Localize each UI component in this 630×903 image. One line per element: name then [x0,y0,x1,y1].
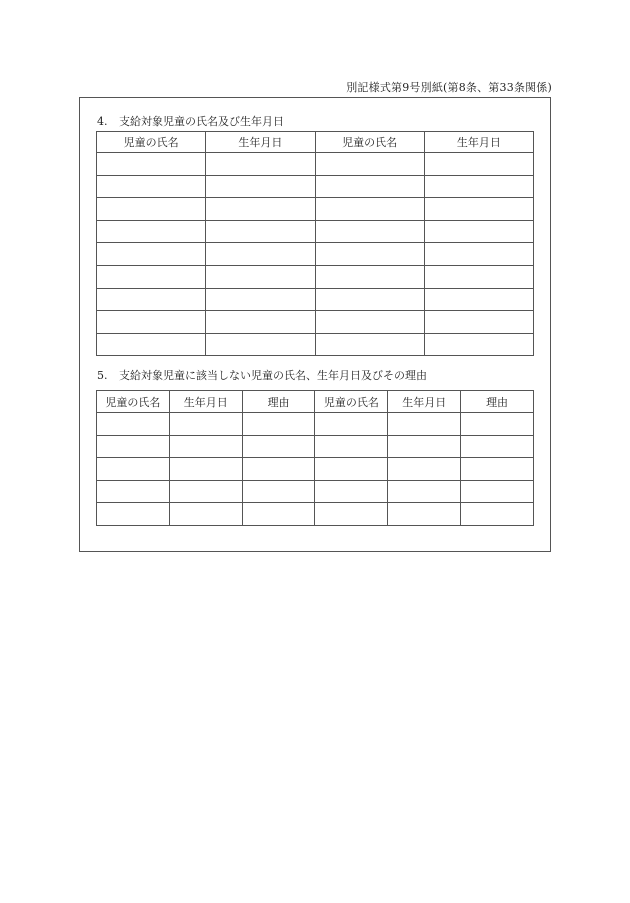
section-4-title: 支給対象児童の氏名及び生年月日 [119,115,284,128]
entry-cell[interactable] [242,503,315,526]
table-row [97,288,534,311]
entry-cell[interactable] [315,503,388,526]
entry-cell[interactable] [169,480,242,503]
entry-cell[interactable] [424,288,533,311]
column-header-birthdate: 生年月日 [206,132,315,153]
column-header-reason: 理由 [461,391,534,413]
column-header-birthdate: 生年月日 [169,391,242,413]
entry-cell[interactable] [388,503,461,526]
section-4-heading [97,113,284,129]
table-row [97,198,534,221]
table-row [97,458,534,481]
entry-cell[interactable] [97,175,206,198]
entry-cell[interactable] [97,198,206,221]
entry-cell[interactable] [315,243,424,266]
entry-cell[interactable] [315,480,388,503]
entry-cell[interactable] [206,288,315,311]
entry-cell[interactable] [388,435,461,458]
column-header-reason: 理由 [242,391,315,413]
column-header-child-name: 児童の氏名 [315,391,388,413]
entry-cell[interactable] [461,458,534,481]
entry-cell[interactable] [97,311,206,334]
entry-cell[interactable] [388,480,461,503]
ineligible-children-table [96,390,534,526]
entry-cell[interactable] [315,175,424,198]
section-5-heading [97,367,427,383]
entry-cell[interactable] [169,503,242,526]
entry-cell[interactable] [424,153,533,176]
entry-cell[interactable] [461,413,534,436]
form-reference: 別記様式第9号別紙(第8条、第33条関係) [346,81,552,94]
table-row [97,265,534,288]
entry-cell[interactable] [97,220,206,243]
entry-cell[interactable] [315,265,424,288]
entry-cell[interactable] [206,220,315,243]
entry-cell[interactable] [315,413,388,436]
eligible-children-table [96,131,534,356]
column-header-child-name: 児童の氏名 [97,132,206,153]
entry-cell[interactable] [424,311,533,334]
entry-cell[interactable] [97,243,206,266]
table-row [97,480,534,503]
entry-cell[interactable] [242,480,315,503]
entry-cell[interactable] [97,265,206,288]
entry-cell[interactable] [461,435,534,458]
entry-cell[interactable] [97,333,206,356]
entry-cell[interactable] [315,220,424,243]
entry-cell[interactable] [169,458,242,481]
section-4-number: 4. [97,115,108,128]
entry-cell[interactable] [315,458,388,481]
entry-cell[interactable] [388,458,461,481]
entry-cell[interactable] [424,333,533,356]
section-5-title: 支給対象児童に該当しない児童の氏名、生年月日及びその理由 [119,369,427,382]
entry-cell[interactable] [242,413,315,436]
table-row [97,435,534,458]
table-row [97,413,534,436]
table-header-row [97,132,534,153]
entry-cell[interactable] [424,198,533,221]
entry-cell[interactable] [315,435,388,458]
entry-cell[interactable] [169,413,242,436]
entry-cell[interactable] [97,413,170,436]
column-header-birthdate: 生年月日 [424,132,533,153]
section-5-number: 5. [97,369,108,382]
entry-cell[interactable] [169,435,242,458]
entry-cell[interactable] [97,288,206,311]
entry-cell[interactable] [315,333,424,356]
entry-cell[interactable] [97,435,170,458]
entry-cell[interactable] [206,175,315,198]
entry-cell[interactable] [424,265,533,288]
entry-cell[interactable] [315,311,424,334]
entry-cell[interactable] [97,153,206,176]
entry-cell[interactable] [461,480,534,503]
entry-cell[interactable] [206,243,315,266]
table-row [97,333,534,356]
entry-cell[interactable] [206,198,315,221]
column-header-birthdate: 生年月日 [388,391,461,413]
table-row [97,220,534,243]
entry-cell[interactable] [242,435,315,458]
entry-cell[interactable] [242,458,315,481]
table-row [97,243,534,266]
table-row [97,311,534,334]
entry-cell[interactable] [97,458,170,481]
entry-cell[interactable] [424,175,533,198]
entry-cell[interactable] [206,333,315,356]
entry-cell[interactable] [424,220,533,243]
entry-cell[interactable] [206,311,315,334]
table-row [97,175,534,198]
column-header-child-name: 児童の氏名 [315,132,424,153]
entry-cell[interactable] [206,153,315,176]
eligible-children-rows [97,153,534,356]
entry-cell[interactable] [97,503,170,526]
column-header-child-name: 児童の氏名 [97,391,170,413]
entry-cell[interactable] [315,153,424,176]
entry-cell[interactable] [97,480,170,503]
table-row [97,153,534,176]
entry-cell[interactable] [424,243,533,266]
entry-cell[interactable] [461,503,534,526]
ineligible-children-rows [97,413,534,526]
entry-cell[interactable] [315,288,424,311]
table-row [97,503,534,526]
table-header-row [97,391,534,413]
entry-cell[interactable] [388,413,461,436]
entry-cell[interactable] [206,265,315,288]
entry-cell[interactable] [315,198,424,221]
